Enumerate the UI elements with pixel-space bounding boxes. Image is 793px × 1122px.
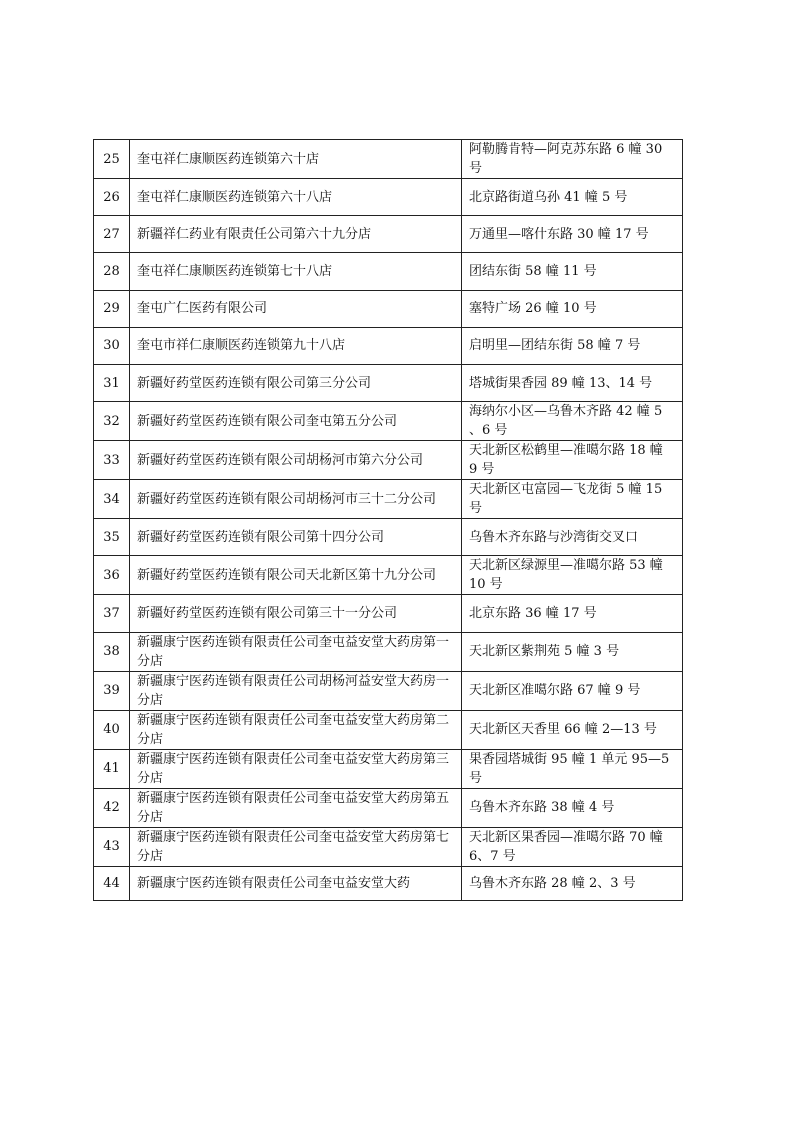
- table-row: [94, 364, 683, 401]
- table-row: [94, 866, 683, 900]
- store-address-cell: 天北新区松鹤里—准噶尔路 18 幢 9 号: [462, 441, 683, 480]
- row-number-cell: 30: [94, 327, 130, 364]
- store-address-cell: 塔城街果香园 89 幢 13、14 号: [462, 364, 683, 401]
- table-row: [94, 216, 683, 253]
- row-number-cell: 26: [94, 179, 130, 216]
- table-row: [94, 480, 683, 519]
- table-row: [94, 441, 683, 480]
- store-name-cell: 新疆好药堂医药连锁有限公司第三十一分公司: [130, 595, 462, 632]
- store-table: [93, 139, 683, 901]
- store-address-cell: 天北新区紫荆苑 5 幢 3 号: [462, 632, 683, 671]
- row-number-cell: 38: [94, 632, 130, 671]
- store-address-cell: 北京东路 36 幢 17 号: [462, 595, 683, 632]
- table-row: [94, 290, 683, 327]
- row-number-cell: 27: [94, 216, 130, 253]
- store-address-cell: 果香园塔城街 95 幢 1 单元 95—5 号: [462, 749, 683, 788]
- store-name-cell: 新疆康宁医药连锁有限责任公司奎屯益安堂大药房第二分店: [130, 710, 462, 749]
- table-row: [94, 140, 683, 179]
- table-row: [94, 827, 683, 866]
- table-body: [94, 140, 683, 901]
- store-name-cell: 新疆好药堂医药连锁有限公司第三分公司: [130, 364, 462, 401]
- row-number-cell: 29: [94, 290, 130, 327]
- row-number-cell: 43: [94, 827, 130, 866]
- store-name-cell: 奎屯祥仁康顺医药连锁第六十店: [130, 140, 462, 179]
- table-row: [94, 671, 683, 710]
- store-address-cell: 北京路街道乌孙 41 幢 5 号: [462, 179, 683, 216]
- table-row: [94, 179, 683, 216]
- store-name-cell: 新疆康宁医药连锁有限责任公司胡杨河益安堂大药房一分店: [130, 671, 462, 710]
- store-name-cell: 新疆祥仁药业有限责任公司第六十九分店: [130, 216, 462, 253]
- table-row: [94, 402, 683, 441]
- table-row: [94, 595, 683, 632]
- store-address-cell: 天北新区准噶尔路 67 幢 9 号: [462, 671, 683, 710]
- store-address-cell: 乌鲁木齐东路与沙湾街交叉口: [462, 519, 683, 556]
- store-name-cell: 新疆康宁医药连锁有限责任公司奎屯益安堂大药房第七分店: [130, 827, 462, 866]
- row-number-cell: 34: [94, 480, 130, 519]
- row-number-cell: 33: [94, 441, 130, 480]
- row-number-cell: 37: [94, 595, 130, 632]
- table-row: [94, 327, 683, 364]
- store-name-cell: 新疆康宁医药连锁有限责任公司奎屯益安堂大药房第三分店: [130, 749, 462, 788]
- table-row: [94, 710, 683, 749]
- row-number-cell: 39: [94, 671, 130, 710]
- store-address-cell: 团结东街 58 幢 11 号: [462, 253, 683, 290]
- store-name-cell: 新疆康宁医药连锁有限责任公司奎屯益安堂大药房第五分店: [130, 788, 462, 827]
- store-name-cell: 新疆好药堂医药连锁有限公司胡杨河市三十二分公司: [130, 480, 462, 519]
- store-address-cell: 塞特广场 26 幢 10 号: [462, 290, 683, 327]
- table-row: [94, 788, 683, 827]
- store-name-cell: 奎屯市祥仁康顺医药连锁第九十八店: [130, 327, 462, 364]
- store-address-cell: 天北新区果香园—准噶尔路 70 幢 6、7 号: [462, 827, 683, 866]
- row-number-cell: 42: [94, 788, 130, 827]
- row-number-cell: 36: [94, 556, 130, 595]
- store-name-cell: 新疆康宁医药连锁有限责任公司奎屯益安堂大药: [130, 866, 462, 900]
- table-row: [94, 632, 683, 671]
- store-name-cell: 新疆康宁医药连锁有限责任公司奎屯益安堂大药房第一分店: [130, 632, 462, 671]
- store-address-cell: 万通里—喀什东路 30 幢 17 号: [462, 216, 683, 253]
- store-address-cell: 海纳尔小区—乌鲁木齐路 42 幢 5 、6 号: [462, 402, 683, 441]
- store-name-cell: 奎屯祥仁康顺医药连锁第六十八店: [130, 179, 462, 216]
- store-address-cell: 乌鲁木齐东路 38 幢 4 号: [462, 788, 683, 827]
- store-name-cell: 新疆好药堂医药连锁有限公司胡杨河市第六分公司: [130, 441, 462, 480]
- store-address-cell: 天北新区天香里 66 幢 2—13 号: [462, 710, 683, 749]
- row-number-cell: 25: [94, 140, 130, 179]
- store-address-cell: 乌鲁木齐东路 28 幢 2、3 号: [462, 866, 683, 900]
- row-number-cell: 28: [94, 253, 130, 290]
- store-address-cell: 启明里—团结东街 58 幢 7 号: [462, 327, 683, 364]
- store-name-cell: 奎屯祥仁康顺医药连锁第七十八店: [130, 253, 462, 290]
- table-row: [94, 253, 683, 290]
- row-number-cell: 35: [94, 519, 130, 556]
- table-row: [94, 556, 683, 595]
- table-row: [94, 749, 683, 788]
- row-number-cell: 31: [94, 364, 130, 401]
- row-number-cell: 44: [94, 866, 130, 900]
- row-number-cell: 40: [94, 710, 130, 749]
- store-address-cell: 天北新区屯富园—飞龙街 5 幢 15 号: [462, 480, 683, 519]
- row-number-cell: 32: [94, 402, 130, 441]
- store-name-cell: 新疆好药堂医药连锁有限公司第十四分公司: [130, 519, 462, 556]
- store-name-cell: 奎屯广仁医药有限公司: [130, 290, 462, 327]
- store-address-cell: 阿勒腾肯特—阿克苏东路 6 幢 30 号: [462, 140, 683, 179]
- store-name-cell: 新疆好药堂医药连锁有限公司天北新区第十九分公司: [130, 556, 462, 595]
- store-name-cell: 新疆好药堂医药连锁有限公司奎屯第五分公司: [130, 402, 462, 441]
- row-number-cell: 41: [94, 749, 130, 788]
- store-address-cell: 天北新区绿源里—准噶尔路 53 幢 10 号: [462, 556, 683, 595]
- table-row: [94, 519, 683, 556]
